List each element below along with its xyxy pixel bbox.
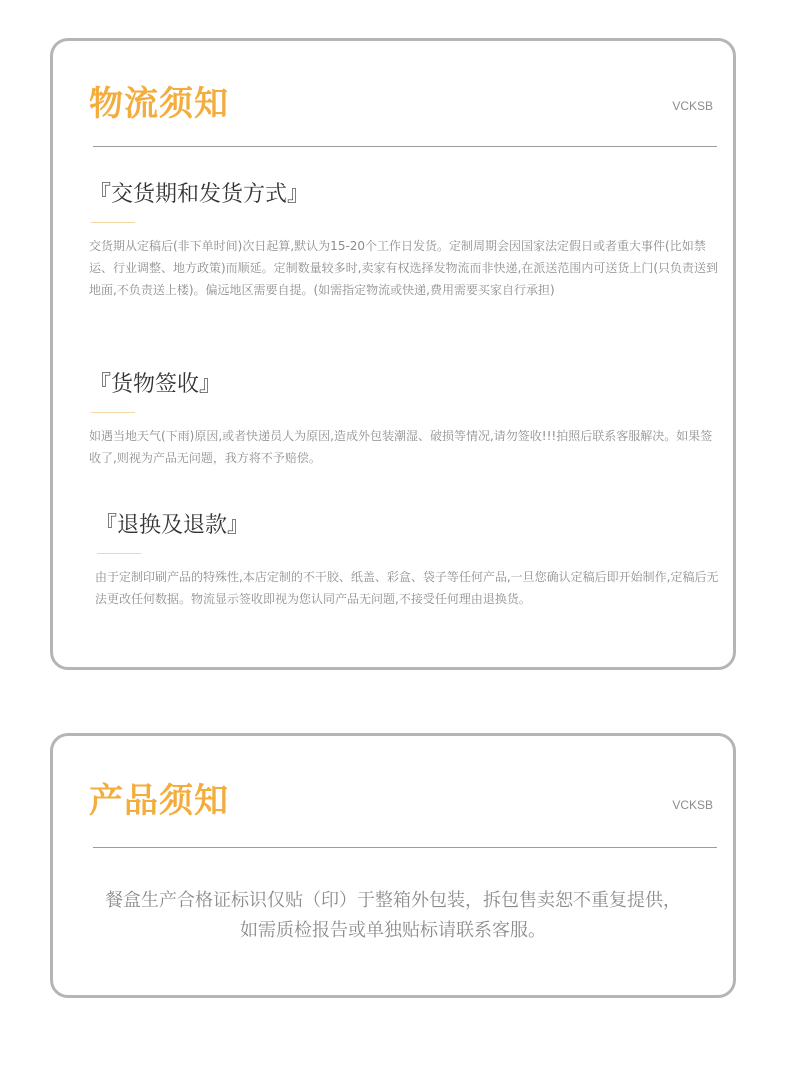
product-title: 产品须知 [89,781,229,821]
notice-line-2: 如需质检报告或单独贴标请联系客服。 [240,920,546,941]
section-heading: 『交货期和发货方式』 [89,182,310,207]
product-notice-text [73,886,713,946]
section-delivery-method [89,184,719,301]
section-goods-receipt [89,374,719,469]
section-heading: 『货物签收』 [89,372,222,397]
section-body: 由于定制印刷产品的特殊性,本店定制的不干胶、纸盖、彩盒、袋子等任何产品,一旦您确认定稿后即开始制作,定稿后无法更改任何数据。物流显示签收即视为您认同产品无问题,不接受任何理由退换货。 [95,570,719,606]
heading-accent-line [91,222,135,223]
brand-label: VCKSB [672,798,713,812]
logistics-title: 物流须知 [89,84,229,124]
section-return-refund [95,515,721,610]
section-body: 交货期从定稿后(非下单时间)次日起算,默认为15-20个工作日发货。定制周期会因国家法定假日或者重大事件(比如禁运、行业调整、地方政策)而顺延。定制数量较多时,卖家有权选择发物流而非快递,在派送范围内可送货上门(只负责送到地面,不负责送上楼)。偏远地区需要自提。(如需指定物流或快递,费用需要买家自行承担) [89,239,718,297]
section-heading: 『退换及退款』 [95,513,250,538]
title-divider [93,847,717,848]
notice-line-1: 餐盒生产合格证标识仅贴（印）于整箱外包装，拆包售卖恕不重复提供， [105,890,681,911]
title-divider [93,146,717,147]
brand-label: VCKSB [672,99,713,113]
section-body: 如遇当地天气(下雨)原因,或者快递员人为原因,造成外包装潮湿、破损等情况,请勿签收!!!拍照后联系客服解决。如果签收了,则视为产品无问题，我方将不予赔偿。 [89,429,713,465]
heading-accent-line [97,553,141,554]
product-notice-card [50,733,736,998]
heading-accent-line [91,412,135,413]
logistics-notice-card [50,38,736,670]
